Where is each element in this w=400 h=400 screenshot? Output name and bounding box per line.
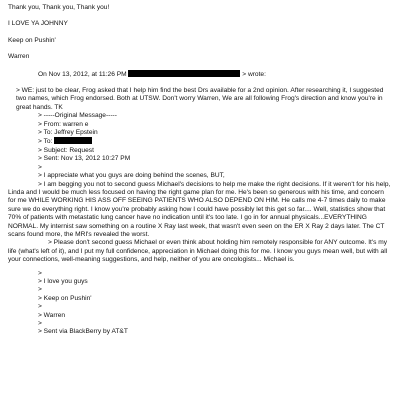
main-paragraph-text: > I am begging you not to second guess Michael's decisions to help me make the right decisions. If it weren't for his help, Linda and I would be much less focused on having the right game plan for me. He's been so generous with his time, and concern for me WHILE WORKING HIS ASS OFF SEEING PATIENTS WHO ALSO DEPEND ON HIM. He calls me 4-7 times daily to make sure we do everything right. I know you're probably asking how I could have possibly let this get so far.... Well, statistics show that 70% of patients with metastatic lung cancer have no indication until it's too late. I go in for annual physicals...EVERYTHING NORMAL. My internist saw something on a routine X Ray last week, that wasn't even seen on the ER X Ray 2 days later. The CT scans found more, the MRI's revealed the worst. (8, 180, 391, 238)
keep-pushin-line: Keep on Pushin' (8, 36, 56, 44)
redaction-bar (128, 70, 240, 77)
original-message-header: > -----Original Message----- (38, 112, 117, 120)
closing-blank-3: > (38, 303, 42, 311)
to-line: > To: Jeffrey Epstein (38, 129, 98, 137)
closing-name: > Warren (38, 311, 66, 319)
please-paragraph (8, 239, 392, 264)
to-prefix: > To: (38, 138, 53, 146)
closing-blank-2: > (38, 286, 42, 294)
wrote-line (8, 70, 392, 79)
main-paragraph (8, 181, 392, 240)
sent-line: > Sent: Nov 13, 2012 10:27 PM (38, 155, 131, 163)
appreciate-line: > I appreciate what you guys are doing behind the scenes, BUT, (38, 172, 225, 180)
closing-blank-1: > (38, 269, 42, 277)
wrote-suffix: > wrote: (242, 70, 266, 78)
closing-blank-4: > (38, 320, 42, 327)
thanks-line: Thank you, Thank you, Thank you! (8, 4, 110, 11)
quote-blank: > (38, 163, 42, 171)
redaction-bar-small (54, 137, 92, 144)
to-line-redacted (8, 137, 392, 146)
subject-line: > Subject: Request (38, 146, 94, 154)
wrote-prefix: On Nov 13, 2012, at 11:26 PM (38, 70, 127, 78)
closing-love: > I love you guys (38, 277, 88, 285)
closing-keep: > Keep on Pushin' (38, 294, 92, 302)
love-line: I LOVE YA JOHNNY (8, 20, 68, 28)
please-paragraph-text: > Please don't second guess Michael or even think about holding him remotely responsible for ANY outcome. It's my life (what's left of it), and I put my full confidence, appreciation in Michael doing this for me. I know you guys mean well, but with all your connections, well-meaning suggestions, and help, neither of you are oncologists... Michael is. (8, 239, 388, 264)
signature-name: Warren (8, 53, 30, 61)
sent-via-line: > Sent via BlackBerry by AT&T (38, 328, 128, 336)
reply-paragraph: > WE: just to be clear, Frog asked that I help him find the best Drs available for a 2nd opinion. After researching it, I suggested two names, which Frog endorsed. Both at UTSW. Don't worry Warren, We are all following Frog's direction and know you're in great hands. TK (16, 87, 384, 111)
from-line: > From: warren e (38, 120, 89, 128)
email-page (8, 4, 392, 337)
